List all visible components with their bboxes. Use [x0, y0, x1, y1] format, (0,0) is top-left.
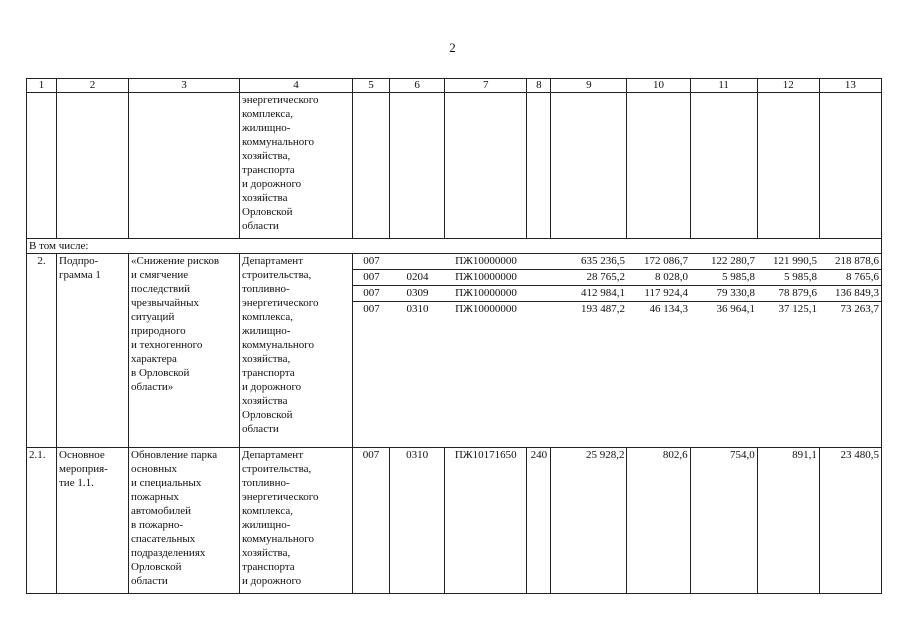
header-cell: 1 — [27, 79, 57, 93]
program-budget-lines — [353, 254, 882, 448]
program-row — [27, 254, 882, 448]
activity-c8: 240 — [527, 448, 551, 594]
activity-c13: 23 480,5 — [819, 448, 881, 594]
budget-table — [26, 78, 882, 594]
activity-executor: Департамент строительства, топливно- энергетического комплекса, жилищно- коммунального хозяйства, транспорта и дорожного — [240, 448, 353, 594]
budget-line: 007 0309 ПЖ10000000 412 984,1 117 924,4 79 330,8 78 879,6 136 849,3 — [353, 286, 881, 302]
program-name: Подпро- грамма 1 — [57, 254, 129, 448]
activity-row — [27, 448, 882, 594]
budget-line: 007 0204 ПЖ10000000 28 765,2 8 028,0 5 985,8 5 985,8 8 765,6 — [353, 270, 881, 286]
activity-title: Обновление парка основных и специальных пожарных автомобилей в пожарно- спасательных подразделениях Орловской области — [129, 448, 240, 594]
executor-continuation: энергетического комплекса, жилищно- коммунального хозяйства, транспорта и дорожного хозяйства Орловской области — [240, 93, 353, 239]
continuation-row — [27, 93, 882, 239]
header-cell: 5 — [353, 79, 390, 93]
activity-c5: 007 — [353, 448, 390, 594]
activity-name: Основное мероприя- тие 1.1. — [57, 448, 129, 594]
header-cell: 3 — [129, 79, 240, 93]
activity-c7: ПЖ10171650 — [445, 448, 527, 594]
header-cell: 8 — [527, 79, 551, 93]
header-cell: 2 — [57, 79, 129, 93]
header-cell: 4 — [240, 79, 353, 93]
header-cell: 11 — [690, 79, 757, 93]
header-cell: 7 — [445, 79, 527, 93]
activity-c12: 891,1 — [757, 448, 819, 594]
header-cell: 13 — [819, 79, 881, 93]
budget-line: 007 0310 ПЖ10000000 193 487,2 46 134,3 36 964,1 37 125,1 73 263,7 — [353, 302, 881, 318]
page-number: 2 — [449, 40, 456, 55]
section-row — [27, 239, 882, 254]
header-cell: 6 — [390, 79, 445, 93]
activity-c9: 25 928,2 — [551, 448, 627, 594]
activity-number: 2.1. — [27, 448, 57, 594]
program-title: «Снижение рисков и смягчение последствий чрезвычайных ситуаций природного и техногенного характера в Орловской области» — [129, 254, 240, 448]
activity-c10: 802,6 — [627, 448, 690, 594]
section-label: В том числе: — [27, 239, 882, 254]
program-executor: Департамент строительства, топливно- энергетического комплекса, жилищно- коммунального хозяйства, транспорта и дорожного хозяйства Орловской области — [240, 254, 353, 448]
activity-c11: 754,0 — [690, 448, 757, 594]
header-cell: 10 — [627, 79, 690, 93]
activity-c6: 0310 — [390, 448, 445, 594]
program-number: 2. — [27, 254, 57, 448]
budget-line: 007 ПЖ10000000 635 236,5 172 086,7 122 280,7 121 990,5 218 878,6 — [363, 255, 879, 267]
header-row — [27, 79, 882, 93]
header-cell: 9 — [551, 79, 627, 93]
header-cell: 12 — [757, 79, 819, 93]
